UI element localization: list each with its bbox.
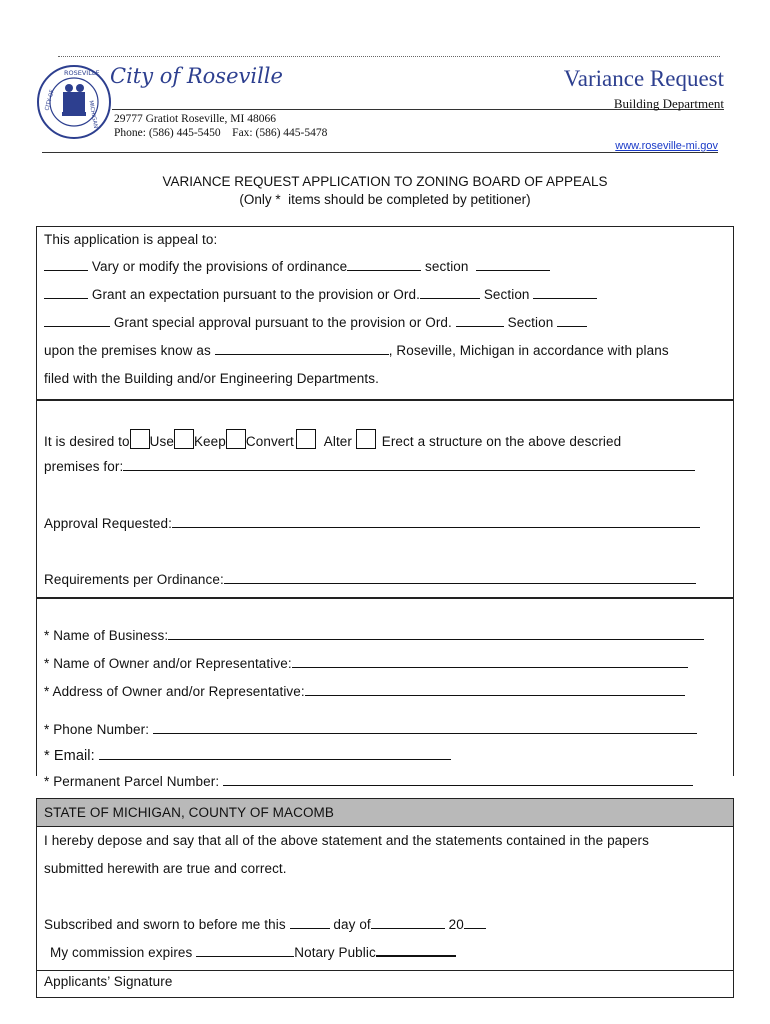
notary-public-blank[interactable] <box>376 945 456 957</box>
sworn-day-blank[interactable] <box>290 917 330 929</box>
use-checkbox[interactable] <box>130 429 150 449</box>
vary-section-blank[interactable] <box>476 259 550 271</box>
exception-blank[interactable] <box>44 287 88 299</box>
vary-blank[interactable] <box>44 259 88 271</box>
depose-line-2: submitted herewith are true and correct. <box>44 861 287 876</box>
special-section-blank[interactable] <box>557 315 587 327</box>
premises-for-blank[interactable] <box>123 459 695 471</box>
notary-heading: STATE OF MICHIGAN, COUNTY OF MACOMB <box>44 805 335 820</box>
city-seal-logo <box>36 64 112 140</box>
desired-line: It is desired to Use Keep Convert Alter Erect a structure on the above descried <box>44 429 621 449</box>
convert-checkbox[interactable] <box>226 429 246 449</box>
email-line: * Email: <box>44 747 451 764</box>
appeal-option-special[interactable]: Grant special approval pursuant to the provision or Ord. Section <box>44 315 587 330</box>
signature-divider <box>37 970 733 971</box>
erect-checkbox[interactable] <box>356 429 376 449</box>
approval-blank[interactable] <box>172 516 700 528</box>
commission-blank[interactable] <box>196 945 294 957</box>
requirements-line: Requirements per Ordinance: <box>44 572 696 587</box>
seal-text-right: MICHIGAN <box>87 100 99 129</box>
document-title: Variance Request <box>563 66 724 91</box>
phone-blank[interactable] <box>153 722 697 734</box>
special-ordinance-blank[interactable] <box>456 315 504 327</box>
depose-line-1: I hereby depose and say that all of the above statement and the statements contained in the papers <box>44 833 649 848</box>
header-bottom-rule <box>42 152 718 153</box>
sworn-line: Subscribed and sworn to before me this day of 20 <box>44 917 486 932</box>
premises-line: upon the premises know as , Roseville, Michigan in accordance with plans <box>44 343 669 358</box>
city-phone-fax: Phone: (586) 445-5450 Fax: (586) 445-5478 <box>114 127 328 139</box>
filed-line: filed with the Building and/or Engineering Departments. <box>44 371 379 386</box>
sworn-year-blank[interactable] <box>464 917 486 929</box>
signature-label: Applicants’ Signature <box>44 974 173 989</box>
requirements-blank[interactable] <box>224 572 696 584</box>
seal-text-top: ROSEVILLE <box>64 69 100 77</box>
parcel-blank[interactable] <box>223 774 693 786</box>
phone-line: * Phone Number: <box>44 722 697 737</box>
website-link[interactable]: www.roseville-mi.gov <box>615 140 718 152</box>
notary-section <box>36 798 734 998</box>
premises-for-line: premises for: <box>44 459 695 474</box>
appeal-intro: This application is appeal to: <box>44 232 218 247</box>
owner-blank[interactable] <box>292 656 688 668</box>
appeal-option-vary[interactable]: Vary or modify the provisions of ordinance section <box>44 259 550 274</box>
top-rule <box>58 56 720 57</box>
business-blank[interactable] <box>168 628 704 640</box>
city-name: City of Roseville <box>110 64 283 88</box>
department-name: Building Department <box>613 96 724 111</box>
approval-line: Approval Requested: <box>44 516 700 531</box>
seal-text-left: CITY OF <box>44 89 56 112</box>
email-blank[interactable] <box>99 747 451 760</box>
exception-ordinance-blank[interactable] <box>420 287 480 299</box>
form-title: VARIANCE REQUEST APPLICATION TO ZONING BOARD OF APPEALS <box>162 174 608 189</box>
form-subtitle: (Only * items should be completed by petitioner) <box>239 192 531 207</box>
sworn-month-blank[interactable] <box>371 917 445 929</box>
owner-address-line: * Address of Owner and/or Representative: <box>44 684 685 699</box>
city-address: 29777 Gratiot Roseville, MI 48066 <box>114 113 276 125</box>
owner-line: * Name of Owner and/or Representative: <box>44 656 688 671</box>
alter-checkbox-box[interactable] <box>296 429 316 449</box>
owner-address-blank[interactable] <box>305 684 685 696</box>
exception-section-blank[interactable] <box>533 287 597 299</box>
appeal-option-exception[interactable]: Grant an expectation pursuant to the provision or Ord. Section <box>44 287 597 302</box>
parcel-line: * Permanent Parcel Number: <box>44 774 693 789</box>
special-blank[interactable] <box>44 315 110 327</box>
premises-blank[interactable] <box>215 343 389 355</box>
commission-line: My commission expires Notary Public <box>50 945 456 960</box>
vary-ordinance-blank[interactable] <box>347 259 421 271</box>
business-line: * Name of Business: <box>44 628 704 643</box>
keep-checkbox[interactable] <box>174 429 194 449</box>
